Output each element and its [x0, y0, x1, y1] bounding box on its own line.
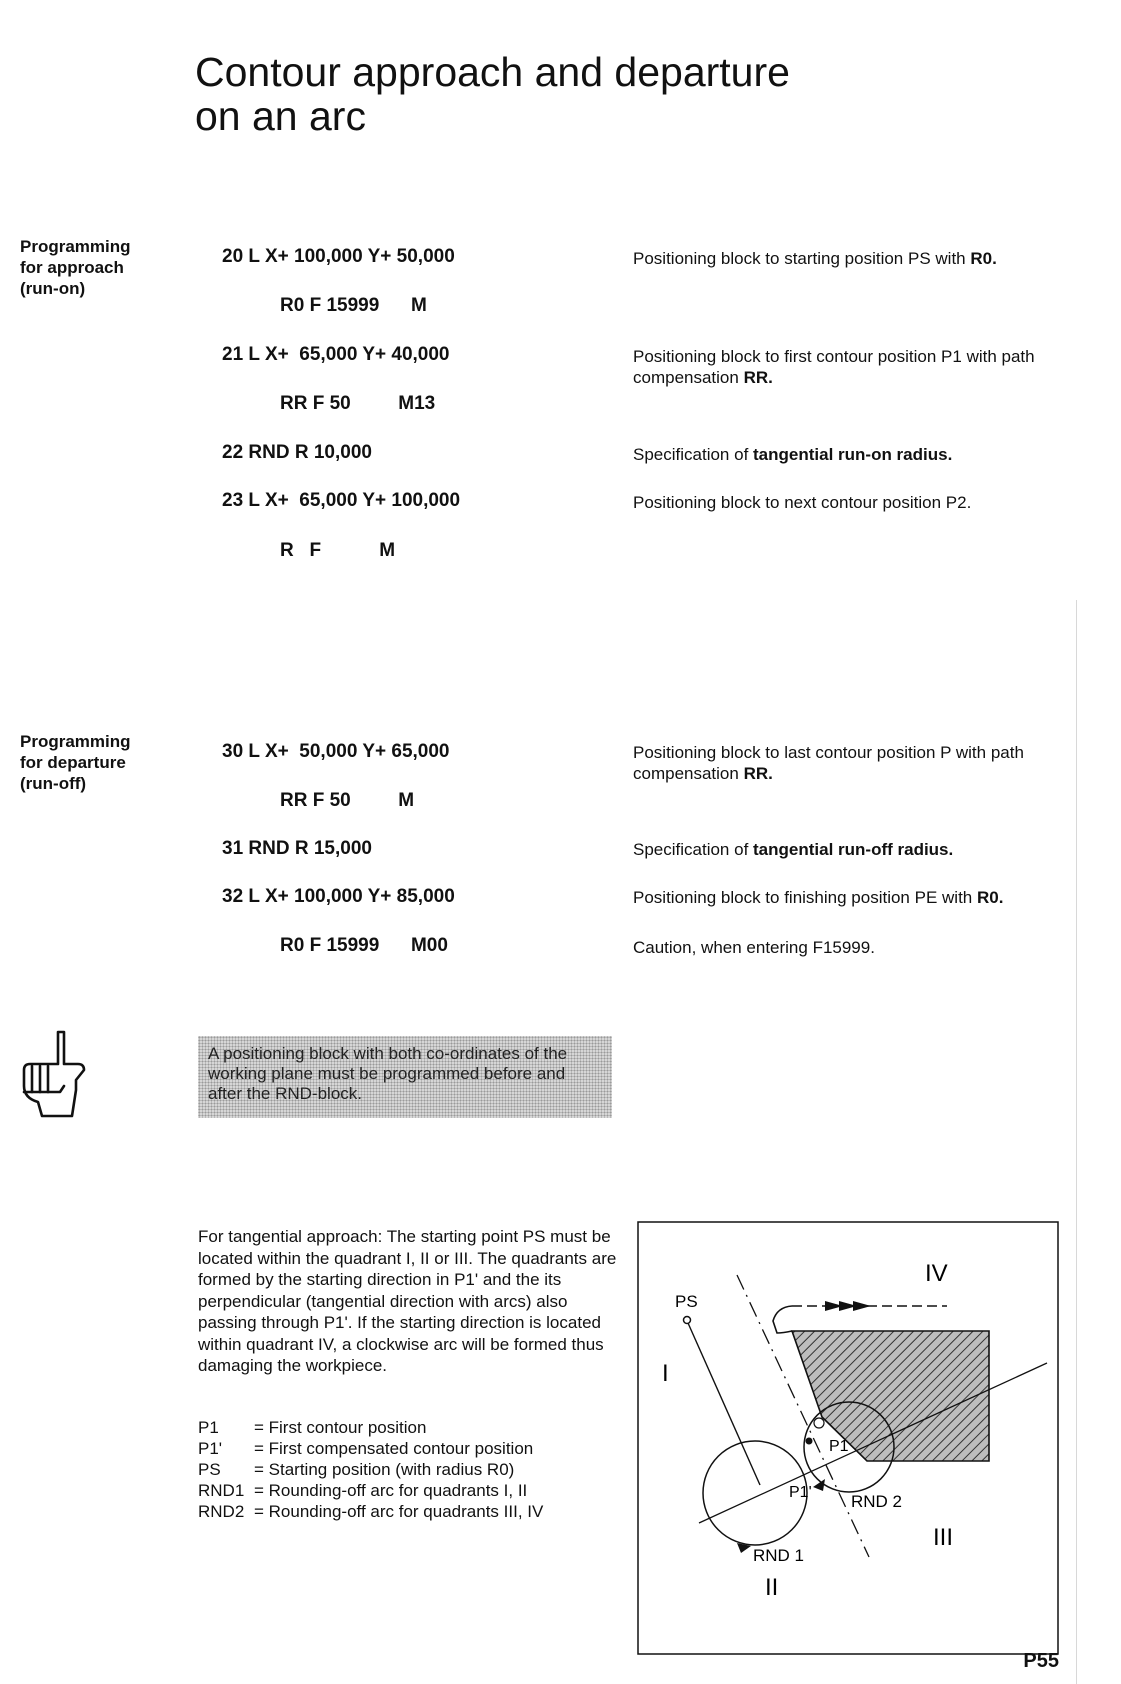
quadrant-iv: IV — [925, 1260, 948, 1287]
legend — [198, 1417, 543, 1522]
ps-line — [688, 1323, 760, 1485]
label-ps: PS — [675, 1292, 698, 1311]
label-line: for departure — [20, 753, 126, 772]
quadrant-i: I — [662, 1360, 669, 1387]
nc-block-21-desc: Positioning block to first contour position P1 with path compensation RR. — [633, 347, 1035, 387]
pointing-hand-icon — [20, 1030, 90, 1120]
legend-item: PS = Starting position (with radius R0) — [198, 1460, 515, 1479]
nc-block-23-sub: R F M — [280, 540, 396, 561]
nc-block-30-desc: Positioning block to last contour position P with path compensation RR. — [633, 743, 1024, 783]
nc-block-32-desc: Positioning block to finishing position PE with R0. — [633, 888, 1004, 907]
approach-section-label — [20, 236, 131, 299]
nc-block-31: 31 RND R 15,000 — [222, 838, 372, 859]
nc-block-23: 23 L X+ 65,000 Y+ 100,000 — [222, 490, 461, 511]
page-title — [195, 50, 790, 138]
departure-section-label — [20, 731, 131, 794]
nc-block-30: 30 L X+ 50,000 Y+ 65,000 — [222, 741, 450, 762]
label-line: for approach — [20, 258, 124, 277]
label-p1: P1 — [829, 1438, 849, 1455]
quadrant-iii: III — [933, 1524, 954, 1551]
nc-block-21: 21 L X+ 65,000 Y+ 40,000 — [222, 344, 450, 365]
label-line: (run-off) — [20, 774, 87, 793]
nc-block-22-desc: Specification of tangential run-on radius. — [633, 445, 953, 464]
nc-block-23-desc: Positioning block to next contour position P2. — [633, 493, 972, 512]
title-line-2: on an arc — [195, 93, 366, 139]
label-p1prime: P1' — [789, 1484, 812, 1501]
workpiece — [792, 1331, 989, 1461]
p1-point — [806, 1438, 813, 1445]
nc-block-22: 22 RND R 10,000 — [222, 442, 372, 463]
nc-block-20-desc: Positioning block to starting position PS with R0. — [633, 249, 997, 268]
legend-item: P1 = First contour position — [198, 1418, 427, 1437]
quadrant-ii: II — [765, 1574, 779, 1601]
legend-item: P1' = First compensated contour position — [198, 1439, 534, 1458]
nc-block-21-sub: RR F 50 M13 — [280, 393, 436, 414]
title-line-1: Contour approach and departure — [195, 49, 790, 95]
nc-block-30-sub: RR F 50 M — [280, 790, 415, 811]
label-rnd1: RND 1 — [753, 1546, 805, 1565]
legend-item: RND1 = Rounding-off arc for quadrants I, II — [198, 1481, 528, 1500]
caution-note: Caution, when entering F15999. — [633, 938, 875, 957]
nc-block-31-desc: Specification of tangential run-off radius. — [633, 840, 954, 859]
ps-point — [684, 1317, 691, 1324]
contour-arrow-3 — [853, 1301, 871, 1311]
nc-block-32-sub: R0 F 15999 M00 — [280, 935, 448, 956]
label-line: Programming — [20, 732, 131, 751]
nc-block-20: 20 L X+ 100,000 Y+ 50,000 — [222, 246, 455, 267]
explanation-text: For tangential approach: The starting point PS must be located within the quadrant I, II or III. The quadrants are formed by the starting direction in P1' and the its perpendicular (tangential direction with arcs) also passing through P1'. If the starting direction is located within quadrant IV, a clockwise arc will be formed thus damaging the workpiece. — [198, 1227, 617, 1375]
p1-marker — [814, 1418, 824, 1428]
legend-item: RND2 = Rounding-off arc for quadrants III, IV — [198, 1502, 544, 1521]
label-line: (run-on) — [20, 279, 86, 298]
label-line: Programming — [20, 237, 131, 256]
page-edge-rule — [1076, 600, 1077, 1684]
nc-block-20-sub: R0 F 15999 M — [280, 295, 427, 316]
approach-diagram — [637, 1221, 1059, 1655]
label-rnd2: RND 2 — [851, 1492, 903, 1511]
page-number: P55 — [1023, 1650, 1059, 1672]
note-box: A positioning block with both co-ordinates of the working plane must be programmed before and after the RND-block. — [198, 1036, 612, 1118]
nc-block-32: 32 L X+ 100,000 Y+ 85,000 — [222, 886, 455, 907]
contour-corner — [773, 1306, 792, 1333]
